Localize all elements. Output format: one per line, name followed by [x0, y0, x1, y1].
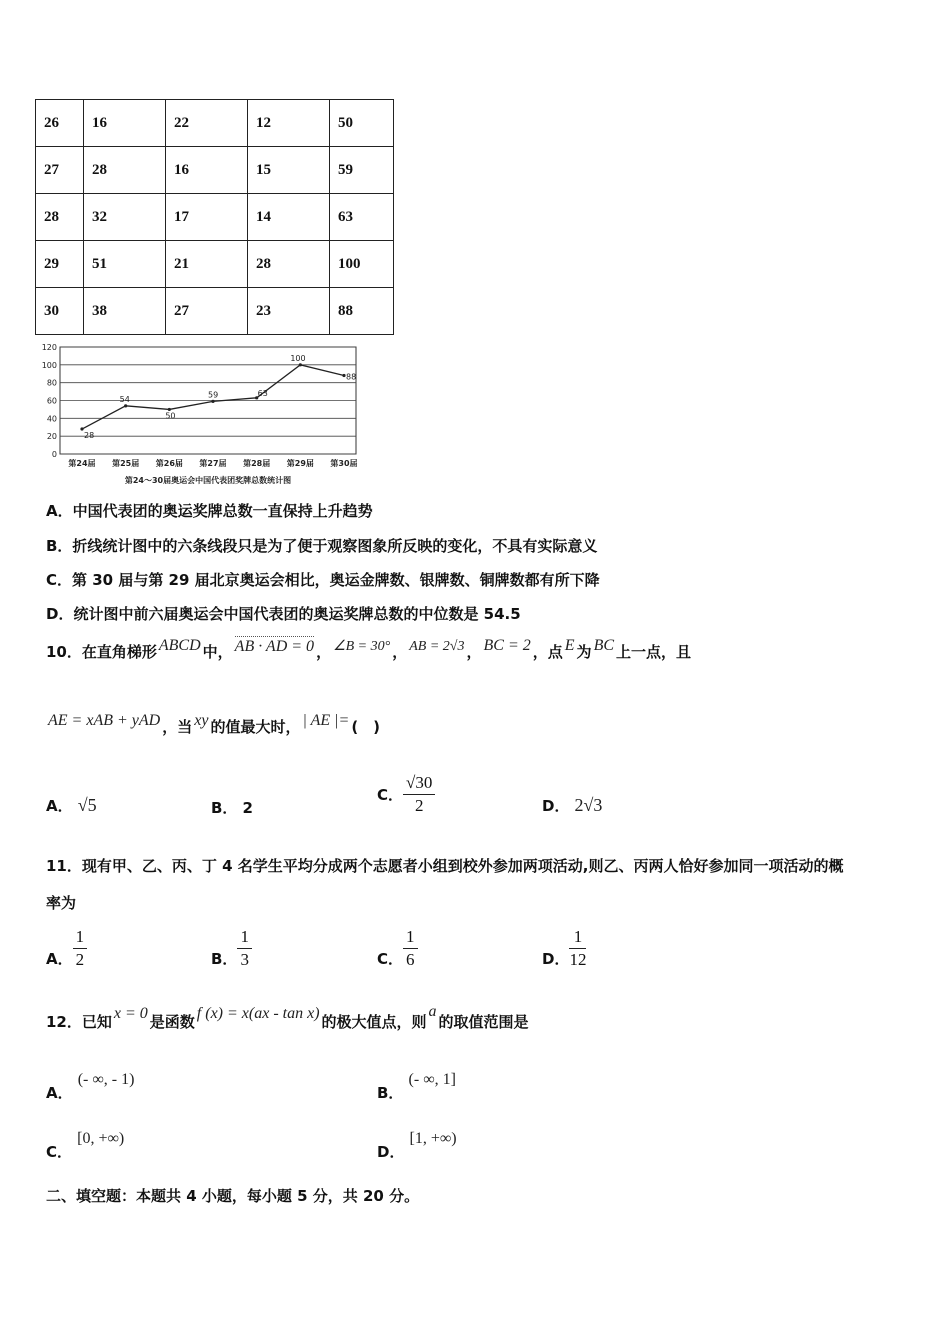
x-tick-label: 第25届 [112, 459, 140, 468]
q12-text4: 的取值范围是 [438, 1013, 529, 1031]
table-cell: 28 [36, 194, 84, 241]
table-cell: 27 [166, 288, 248, 335]
q10-option-c: C． $\frac{√30}{2}$ [377, 772, 435, 817]
table-cell: 30 [36, 288, 84, 335]
q10-abs-ae: | AE |= [302, 711, 350, 729]
table-cell: 21 [166, 241, 248, 288]
table-cell: 28 [248, 241, 330, 288]
q12-x0: x = 0 [113, 1004, 148, 1022]
chart-x-ticks [68, 458, 357, 468]
q12-option-c: C． [0, +∞) [46, 1130, 125, 1161]
q9-option-b: B．折线统计图中的六条线段只是为了便于观察图象所反映的变化，不具有实际意义 [46, 537, 598, 555]
q10-option-d-value: 2√3 [574, 795, 603, 815]
y-tick-label: 40 [46, 414, 57, 424]
q12-text3: 的极大值点，则 [321, 1013, 427, 1031]
q12-function: f (x) = x(ax - tan x) [196, 1004, 320, 1022]
chart-y-ticks [42, 343, 57, 459]
data-label: 59 [208, 390, 219, 400]
q10-option-b: B． 2 [211, 799, 253, 817]
table-cell: 16 [84, 100, 166, 147]
q10-option-a: A． √5 [46, 795, 97, 815]
q10-e: E [564, 636, 575, 654]
y-tick-label: 0 [51, 450, 57, 459]
q12-option-c-value: [0, +∞) [77, 1130, 125, 1147]
data-point [211, 400, 214, 403]
table-cell: 26 [36, 100, 84, 147]
table-cell: 15 [248, 147, 330, 194]
table-cell: 29 [36, 241, 84, 288]
q10-line2-t2: 的值最大时， [210, 718, 301, 736]
table-cell: 23 [248, 288, 330, 335]
table-row [36, 288, 394, 335]
q11-option-a: A． $\frac{1}{2}$ [46, 926, 87, 971]
y-tick-label: 20 [46, 432, 57, 442]
table-cell: 59 [330, 147, 394, 194]
table-row [36, 241, 394, 288]
q10-option-c-fraction: $\frac{√30}{2}$ [403, 772, 435, 817]
y-tick-label: 120 [41, 343, 57, 352]
q10-text3: ，点 [532, 643, 563, 661]
q11-option-b: B． $\frac{1}{3}$ [211, 926, 252, 971]
data-label: 88 [346, 372, 357, 382]
q12-text2: 是函数 [149, 1013, 195, 1031]
table-row [36, 100, 394, 147]
y-tick-label: 60 [46, 396, 57, 406]
medal-line-chart [32, 340, 372, 490]
q12-option-b: B． (- ∞, 1] [377, 1071, 456, 1102]
table-row [36, 194, 394, 241]
q10-comma2: ， [392, 643, 408, 661]
x-tick-label: 第24届 [68, 459, 96, 468]
q9-option-a: A．中国代表团的奥运奖牌总数一直保持上升趋势 [46, 502, 373, 520]
data-label: 100 [290, 353, 306, 363]
q10-option-d: D． 2√3 [542, 795, 603, 815]
x-tick-label: 第30届 [330, 459, 358, 468]
data-point [124, 404, 127, 407]
q12-option-d: D． [1, +∞) [377, 1130, 457, 1161]
table-row [36, 147, 394, 194]
q11-option-b-fraction: $\frac{1}{3}$ [237, 926, 252, 971]
q10-angle: ∠B = 30° [333, 639, 391, 654]
q9-option-c: C．第 30 届与第 29 届北京奥运会相比，奥运金牌数、银牌数、铜牌数都有所下降 [46, 571, 600, 589]
q12-text1: 12．已知 [46, 1013, 112, 1031]
table-cell: 38 [84, 288, 166, 335]
table-cell: 50 [330, 100, 394, 147]
chart-grid [60, 347, 356, 454]
x-tick-label: 第27届 [199, 459, 227, 468]
medal-table [35, 99, 394, 335]
q11-option-d-fraction: $\frac{1}{12}$ [569, 927, 587, 969]
section2-heading: 二、填空题：本题共 4 小题，每小题 5 分，共 20 分。 [46, 1187, 420, 1205]
q10-paren: ( ) [351, 718, 381, 736]
y-tick-label: 80 [46, 378, 57, 388]
q10-option-b-value: 2 [242, 799, 253, 817]
q12-stem [46, 1002, 529, 1032]
table-cell: 14 [248, 194, 330, 241]
y-tick-label: 100 [41, 360, 57, 370]
q11-option-c: C． $\frac{1}{6}$ [377, 926, 418, 971]
q11-line1: 11．现有甲、乙、丙、丁 4 名学生平均分成两个志愿者小组到校外参加两项活动,则乙、丙两人恰好参加同一项活动的概 [46, 857, 844, 875]
data-label: 54 [119, 394, 130, 404]
data-point [299, 363, 302, 366]
table-cell: 27 [36, 147, 84, 194]
q10-abcd: ABCD [158, 636, 201, 654]
q10-bc: BC = 2 [483, 636, 531, 654]
q9-option-d: D．统计图中前六届奥运会中国代表团的奥运奖牌总数的中位数是 54.5 [46, 605, 521, 623]
q10-line2-t1: ，当 [162, 718, 193, 736]
table-cell: 100 [330, 241, 394, 288]
q11-option-a-fraction: $\frac{1}{2}$ [73, 926, 88, 971]
table-cell: 22 [166, 100, 248, 147]
data-label: 63 [257, 388, 268, 398]
table-cell: 28 [84, 147, 166, 194]
q12-option-b-value: (- ∞, 1] [408, 1071, 456, 1088]
q10-ab: AB = 2√3 [409, 638, 465, 654]
q10-ae-eq: AE = xAB + yAD [48, 711, 161, 729]
q10-stem [46, 636, 692, 662]
data-label: 50 [165, 411, 176, 421]
table-cell: 16 [166, 147, 248, 194]
q10-xy: xy [194, 711, 209, 729]
table-cell: 32 [84, 194, 166, 241]
q10-bc2: BC [593, 636, 615, 654]
q10-text5: 上一点，且 [616, 643, 692, 661]
q10-comma1: ， [316, 643, 332, 661]
table-cell: 17 [166, 194, 248, 241]
chart-data-labels [84, 354, 356, 440]
q10-comma3: ， [466, 643, 482, 661]
x-tick-label: 第29届 [286, 459, 314, 468]
q11-option-c-fraction: $\frac{1}{6}$ [403, 926, 418, 971]
q10-option-a-value: √5 [77, 795, 97, 815]
chart-title: 第24～30届奥运会中国代表团奖牌总数统计图 [124, 476, 292, 485]
data-label: 28 [84, 431, 95, 441]
q11-option-d: D． $\frac{1}{12}$ [542, 927, 587, 969]
q12-option-d-value: [1, +∞) [409, 1130, 457, 1147]
q12-a: a [428, 1002, 437, 1020]
x-tick-label: 第28届 [243, 459, 271, 468]
q10-text1: 10．在直角梯形 [46, 643, 157, 661]
x-tick-label: 第26届 [155, 459, 183, 468]
table-cell: 12 [248, 100, 330, 147]
table-cell: 88 [330, 288, 394, 335]
q10-dot-product: AB · AD = 0 [234, 637, 315, 655]
q10-text2: 中， [202, 643, 233, 661]
table-cell: 63 [330, 194, 394, 241]
q12-option-a-value: (- ∞, - 1) [77, 1071, 135, 1088]
q10-line2 [48, 711, 381, 737]
table-cell: 51 [84, 241, 166, 288]
q12-option-a: A． (- ∞, - 1) [46, 1071, 135, 1102]
q10-text4: 为 [576, 643, 592, 661]
q11-line2: 率为 [46, 894, 77, 912]
